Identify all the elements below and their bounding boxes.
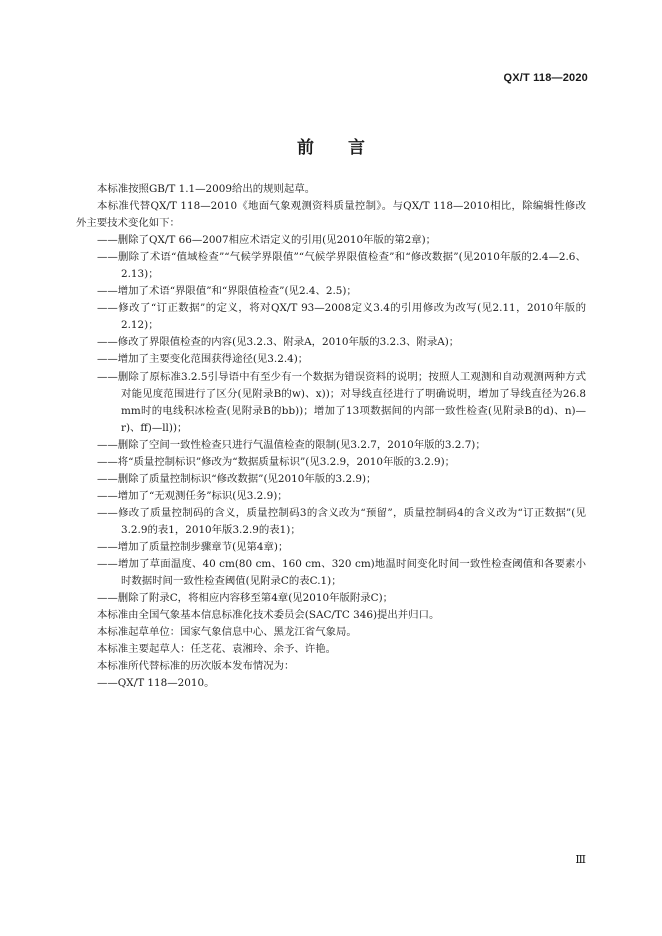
change-item: ——增加了质量控制步骤章节(见第4章)； [97,540,289,553]
change-item: ——删除了QX/T 66—2007相应术语定义的引用(见2010年版的第2章)； [97,234,437,247]
standard-code: QX/T 118—2020 [503,72,588,84]
page-number: Ⅲ [575,853,586,866]
paragraph-drafters: 本标准主要起草人：任芝花、袁湘玲、余予、许艳。 [97,643,336,656]
change-item: ——增加了草面温度、40 cm(80 cm、160 cm、320 cm)地温时间变化时间一致性检查阈值和各要素小时数据时间一致性检查阈值(见附录C的表C.1)； [97,558,586,588]
change-item: ——将“质量控制标识”修改为“数据质量标识”(见3.2.9，2010年版的3.2.9)； [97,455,456,468]
change-item: ——修改了质量控制码的含义，质量控制码3的含义改为“预留”，质量控制码4的含义改为“订正数据”(见3.2.9的表1，2010年版3.2.9的表1)； [97,506,586,536]
change-item: ——删除了原标准3.2.5引导语中有至少有一个数据为错误资料的说明；按照人工观测和自动观测两种方式对能见度范围进行了区分(见附录B的w)、x))；对导线直径进行了明确说明，增加了导线直径为26.8 mm时的电线积冰检查(见附录B的bb))；增加了13项数据间的内部一致性检查(见附录B的d)、n)—r)、ff)—ll))； [97,370,586,434]
change-item: ——增加了“无观测任务”标识(见3.2.9)； [97,489,288,502]
page-title: 前言 [297,138,399,158]
change-item: ——删除了附录C，将相应内容移至第4章(见2010年版附录C)； [97,592,394,605]
paragraph-history-intro: 本标准所代替标准的历次版本发布情况为： [97,660,295,673]
change-item: ——修改了“订正数据”的定义，将对QX/T 93—2008定义3.4的引用修改为改写(见2.11，2010年版的2.12)； [97,302,586,332]
paragraph-drafting-rules: 本标准按照GB/T 1.1—2009给出的规则起草。 [97,183,316,195]
foreword-body [76,181,586,692]
change-item: ——删除了空间一致性检查只进行气温值检查的限制(见3.2.7，2010年版的3.2.7)； [97,438,486,451]
change-item: ——修改了界限值检查的内容(见3.2.3、附录A，2010年版的3.2.3、附录A)； [97,336,460,349]
history-item: ——QX/T 118—2010。 [97,677,215,690]
paragraph-proposer: 本标准由全国气象基本信息标准化技术委员会(SAC/TC 346)提出并归口。 [97,609,440,622]
change-item: ——删除了术语“值域检查”“气候学界限值”“气候学界限值检查”和“修改数据”(见2010年版的2.4—2.6、2.13)； [97,251,586,281]
paragraph-replaces: 本标准代替QX/T 118—2010《地面气象观测资料质量控制》。与QX/T 118—2010相比，除编辑性修改外主要技术变化如下： [76,200,586,230]
change-item: ——删除了质量控制标识“修改数据”(见2010年版的3.2.9)； [97,472,377,485]
change-item: ——增加了主要变化范围获得途径(见3.2.4)； [97,353,309,366]
change-item: ——增加了术语“界限值”和“界限值检查”(见2.4、2.5)； [97,285,357,298]
paragraph-drafting-units: 本标准起草单位：国家气象信息中心、黑龙江省气象局。 [97,626,357,639]
